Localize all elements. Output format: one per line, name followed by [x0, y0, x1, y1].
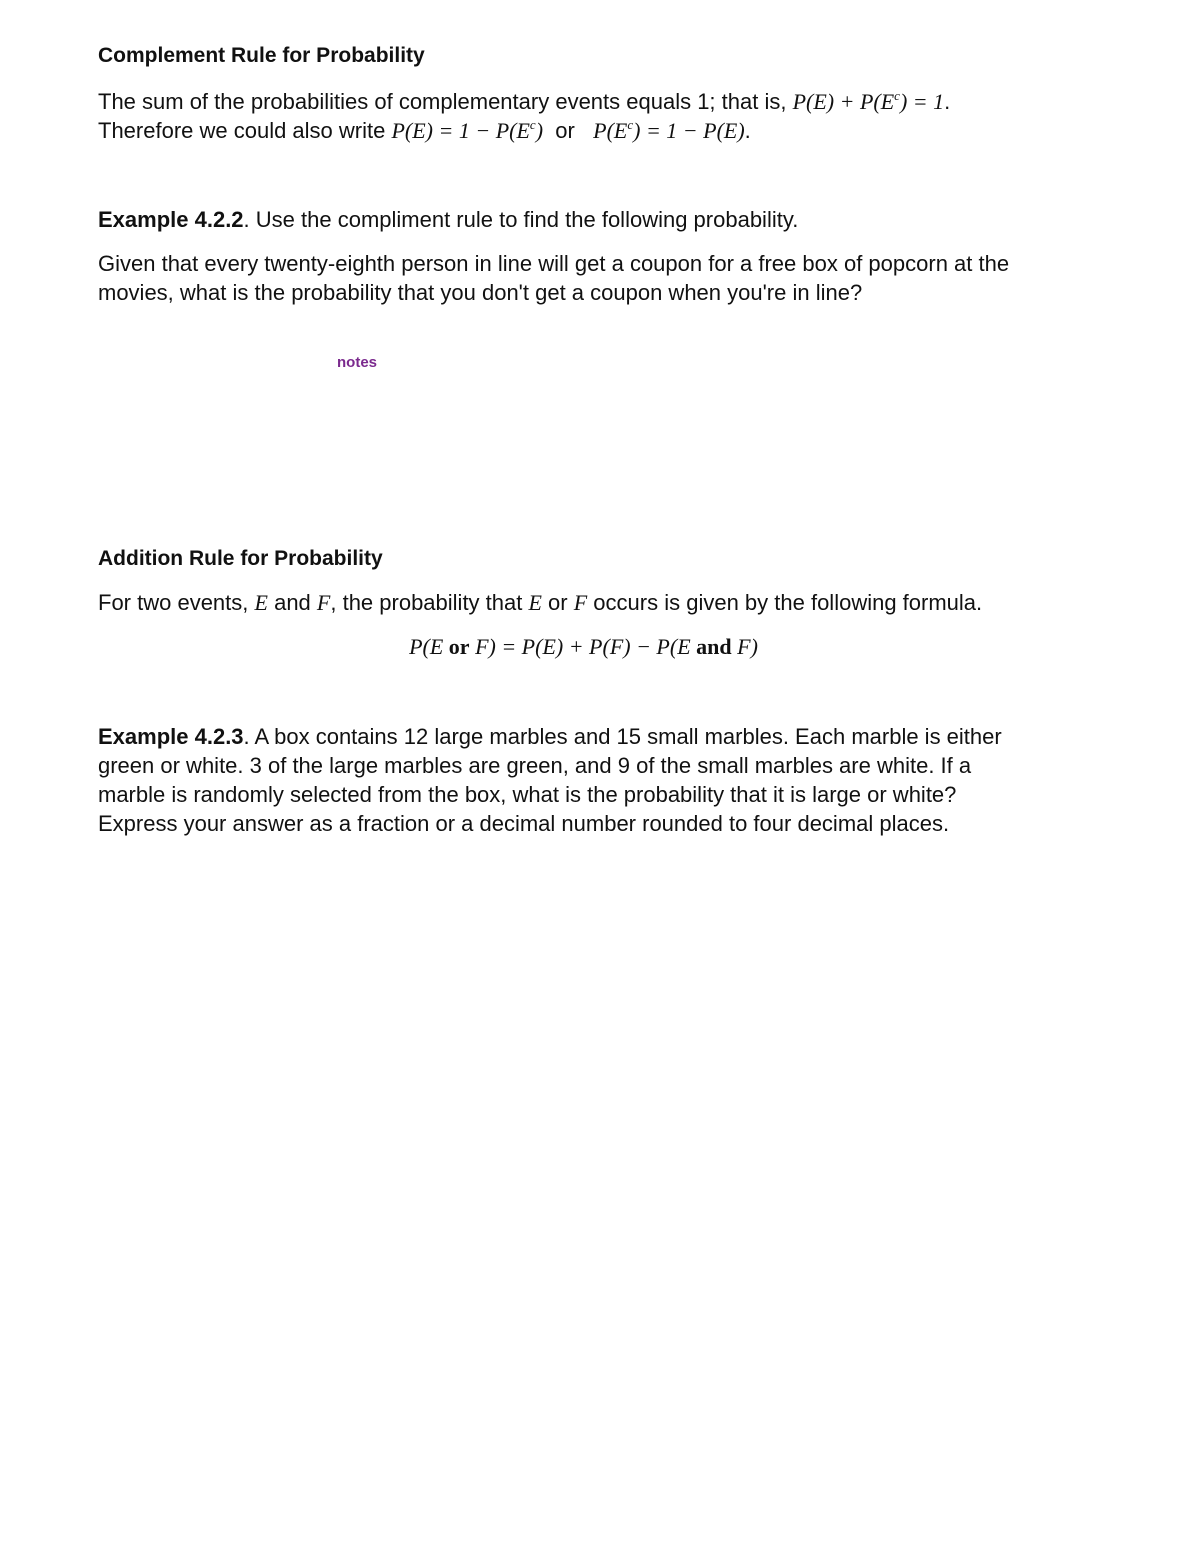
notes-annotation: notes [337, 354, 378, 371]
var-e: E [254, 590, 268, 615]
example-4-2-3-line-4: Express your answer as a fraction or a decimal number rounded to four decimal places. [98, 811, 950, 836]
example-4-2-2-question-2: movies, what is the probability that you don't get a coupon when you're in line? [98, 280, 863, 305]
complement-text-2: Therefore we could also write [98, 118, 392, 143]
example-4-2-2-intro: Example 4.2.2. Use the compliment rule to find the following probability. [98, 207, 799, 232]
var-f: F [316, 590, 331, 615]
addition-rule-description: For two events, E and F, the probability that E or F occurs is given by the following formula. [98, 590, 983, 615]
complement-formula-a: $P(E) = 1 - P(E^c)$ [391, 117, 544, 143]
example-4-2-3-line-3: marble is randomly selected from the box, what is the probability that it is large or white? [98, 782, 957, 807]
example-4-2-3-label: Example 4.2.3 [98, 724, 244, 749]
complement-rule-line-1: The sum of the probabilities of complementary events equals 1; that is, $P(E) + P(E^c) = 1$. [98, 88, 951, 114]
example-4-2-3-line-2: green or white. 3 of the large marbles are green, and 9 of the small marbles are white. If a [98, 753, 972, 778]
complement-text: The sum of the probabilities of complementary events equals 1; that is, [98, 89, 793, 114]
example-4-2-2-label: Example 4.2.2 [98, 207, 244, 232]
addition-rule-formula: P(E or F) = P(E) + P(F) − P(E and F) [409, 634, 758, 659]
complement-rule-heading: Complement Rule for Probability [98, 44, 425, 67]
example-4-2-2-question-1: Given that every twenty-eighth person in line will get a coupon for a free box of popcorn at the [98, 251, 1010, 276]
addition-rule-heading: Addition Rule for Probability [98, 547, 383, 570]
example-4-2-3-line-1: Example 4.2.3. A box contains 12 large marbles and 15 small marbles. Each marble is either [98, 724, 1002, 749]
complement-formula-b: $P(E^c) = 1 - P(E)$ [593, 117, 745, 143]
complement-rule-line-2: Therefore we could also write $P(E) = 1 - P(E^c)$ or $P(E^c) = 1 - P(E)$. [98, 117, 751, 143]
complement-formula: $P(E) + P(E^c) = 1$ [792, 88, 945, 114]
